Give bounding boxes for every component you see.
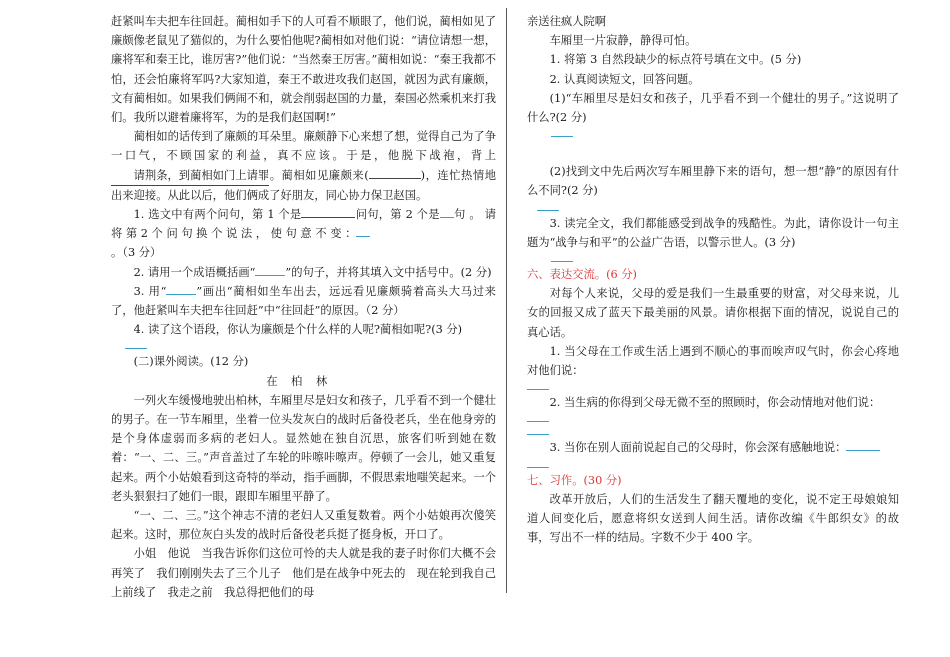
paren-blank[interactable] — [369, 178, 421, 179]
s6q1-answer-line[interactable] — [527, 380, 549, 390]
question-1: 1. 选文中有两个问句，第 1 个是 问句，第 2 个是 句 。 请 将 第 2 个 问 句 换 个 说 法 ， 使 句 意 不 变 ： 。（3 分） — [111, 208, 496, 260]
rq2-2-answer-line[interactable] — [537, 201, 559, 211]
story-paragraph-3-continued: 亲送往疯人院啊 — [527, 15, 607, 28]
right-column — [527, 12, 899, 547]
reading-question-3: 3. 读完全文，我们都能感受到战争的残酷性。为此，请你设计一句主题为“战争与和平”的公益广告语，以警示世人。(3 分) — [527, 216, 899, 249]
section-6-heading: 六、表达交流。(6 分) — [527, 268, 637, 282]
q1-blank-3[interactable] — [356, 236, 370, 237]
story-paragraph-3: 小姐 他说 当我告诉你们这位可怜的夫人就是我的妻子时你们大概不会再笑了 我们刚刚失去了三个儿子 他们是在战争中死去的 现在轮到我自己上前线了 我走之前 我总得把他们的母 — [111, 547, 496, 599]
section-7-prompt: 改革开放后，人们的生活发生了翻天覆地的变化，说不定王母娘娘知道人间变化后，愿意将织女送到人间生活。请你改编《牛郎织女》的故事，写出不一样的结局。字数不少于 400 字。 — [527, 492, 899, 545]
reading-question-2: 2. 认真阅读短文，回答问题。 — [549, 72, 700, 86]
section-6-question-1: 1. 当父母在工作或生活上遇到不顺心的事而唉声叹气时，你会心疼地对他们说： — [527, 344, 899, 378]
left-column — [111, 12, 496, 602]
q4-answer-line[interactable] — [125, 339, 147, 349]
section-2-heading: (二)课外阅读。(12 分) — [133, 355, 249, 369]
passage-paragraph-2: 蔺相如的话传到了廉颇的耳朵里。廉颇静下心来想了想，觉得自己为了争一口气，不顾国家的利益，真不应该。于是，他脱下战袍，背上请荆条，到蔺相如门上请罪。蔺相如见廉颇来( )，连忙热情地出来迎接。从此以后，他们俩成了好朋友，同心协力保卫赵国。 — [111, 130, 496, 202]
rq2-1-answer-line[interactable] — [551, 127, 573, 137]
question-3: 3. 用“ ”画出“蔺相如坐车出去，远远看见廉颇骑着高头大马过来了，他赶紧叫车夫把车往回赶”中“往回赶”的原因。（2 分） — [111, 284, 496, 318]
s6q2-answer-line-2[interactable] — [527, 425, 549, 435]
story-paragraph-2: “一、二、三。”这个神志不清的老妇人又重复数着。两个小姑娘再次傻笑起来。这时，那位灰白头发的战时后备役老兵挺了挺身板，开口了。 — [111, 509, 496, 542]
q3-line-sample — [166, 294, 196, 295]
question-4: 4. 读了这个语段，你认为廉颇是个什么样的人呢?蔺相如呢?(3 分) — [133, 323, 463, 337]
s6q2-answer-line-1[interactable] — [527, 412, 549, 422]
column-divider — [506, 8, 507, 593]
underlined-phrase: 请荆条，到蔺相如门上请罪 — [111, 166, 269, 186]
q1-blank-1[interactable] — [301, 217, 355, 218]
rq3-answer-line[interactable] — [551, 252, 573, 262]
s6q3-inline-blank[interactable] — [846, 450, 880, 451]
story-paragraph-1: 一列火车缓慢地驶出柏林，车厢里尽是妇女和孩子，几乎看不到一个健壮的男子。在一节车厢里，坐着一位头发灰白的战时后备役老兵，坐在他身旁的是个身体虚弱而多病的老妇人。显然她在独自沉思，旅客们听到她在数着：“一、二、三。”声音盖过了车轮的咔嚓咔嚓声。停顿了一会儿，她又重复起来。两个小姑娘看到这奇特的举动，指手画脚，不假思索地嗤笑起来。一个老头狠狠扫了她们一眼，跟即车厢里平静了。 — [111, 393, 496, 503]
s6q3-answer-line[interactable] — [527, 458, 549, 468]
reading-question-1: 1. 将第 3 自然段缺少的标点符号填在文中。(5 分) — [549, 53, 802, 67]
passage-paragraph-1: 赶紧叫车夫把车往回赶。蔺相如手下的人可看不顺眼了，他们说，蔺相如见了廉颇像老鼠见了猫似的，为什么要怕他呢?蔺相如对他们说：“请位请想一想，廉将军和秦王比，谁厉害?”他们说：“当然秦王厉害。”蔺相如说：“秦王我都不怕，还会怕廉将军吗?大家知道，秦王不敢进攻我们赵国，就因为武有廉颇，文有蔺相如。如果我们俩闹不和，就会削弱赵国的力量，秦国必然乘机来打我们。我所以避着廉将军，为的是我们赵国啊!” — [111, 15, 497, 125]
story-paragraph-4: 车厢里一片寂静，静得可怕。 — [549, 34, 697, 48]
reading-question-2-1: (1)“车厢里尽是妇女和孩子，几乎看不到一个健壮的男子。”这说明了什么?(2 分) — [527, 91, 899, 125]
reading-question-2-2: (2)找到文中先后两次写车厢里静下来的语句，想一想“静”的原因有什么不同?(2 分) — [527, 165, 899, 198]
section-7-heading: 七、习作。(30 分) — [527, 473, 622, 487]
q1-blank-2[interactable] — [440, 217, 454, 218]
section-6-question-2: 2. 当生病的你得到父母无微不至的照顾时，你会动情地对他们说： — [549, 396, 881, 410]
q2-line-sample — [255, 275, 285, 276]
story-title: 在柏林 — [266, 374, 341, 388]
question-2: 2. 请用一个成语概括画“ ”的句子，并将其填入文中括号中。(2 分) — [133, 265, 492, 279]
section-6-question-3: 3. 当你在别人面前说起自己的父母时，你会深有感触地说： — [527, 438, 899, 457]
section-6-intro: 对每个人来说，父母的爱是我们一生最重要的财富，对父母来说，儿女的回报又成了蓝天下最美丽的风景。请你根据下面的情况，说说自己的真心话。 — [527, 287, 899, 339]
